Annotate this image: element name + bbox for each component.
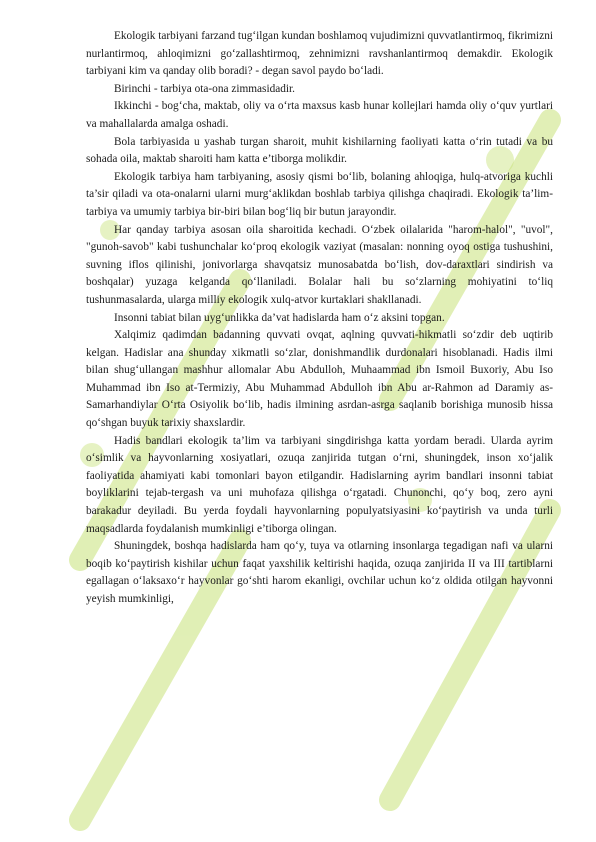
document-body	[86, 28, 553, 609]
paragraph-hadith-ecology: Hadis bandlari ekologik ta’lim va tarbiyani singdirishga katta yordam beradi. Ularda ayrim o‘simlik va hayvonlarning xosiyatlari, ozuqa zanjirida tutgan o‘rni, shuningdek, inson xo‘jalik faoliyatida ahamiyati kabi tomonlari bayon etilgandir. Hadislarning ayrim bandlari insonni tabiat boyliklarini tejab-tergash va uni muhofaza qilishga o‘rgatadi. Chunonchi, qo‘y boq, zero ayni barakadur deyiladi. Bu yerda foydali hayvonlarning populyatsiyasini ko‘paytirish va unda turli maqsadlarda foydalanish mumkinligi e’tiborga olingan.	[86, 434, 553, 535]
paragraph-animals: Shuningdek, boshqa hadislarda ham qo‘y, tuya va otlarning insonlarga tegadigan nafi va ularni boqib ko‘paytirish kishilar uchun faqat yaxshilik keltirishi haqida, ozuqa zanjirida II va III tartiblarni egallagan o‘laksaxo‘r hayvonlar go‘shti harom ekanligi, ovchilar uchun ko‘z oldida otilgan hayvonni yeyish mumkinligi,	[86, 540, 553, 605]
paragraph-family: Har qanday tarbiya asosan oila sharoitida kechadi. O‘zbek oilalarida "harom-halol", "uvol", "gunoh-savob" kabi tushunchalar ko‘proq ekologik vaziyat (masalan: nonning oyoq ostiga tushushini, suvning iflos qilinishi, jonivorlarga shavqatsiz munosabatda bo‘lish, dov-daraxtlari sindirish va boshqalar) yuzaga kelganda qo‘llaniladi. Bolalar hali bu so‘zlarning mohiyatini to‘liq tushunmasalarda, ularga milliy ekologik xulq-atvor kurtaklari shakllanadi.	[86, 223, 553, 306]
paragraph-second: Ikkinchi - bog‘cha, maktab, oliy va o‘rta maxsus kasb hunar kollejlari hamda oliy o‘quv yurtlari va mahallalarda amalga oshadi.	[86, 100, 553, 130]
paragraph-environment: Bola tarbiyasida u yashab turgan sharoit, muhit kishilarning faoliyati katta o‘rin tutadi va bu sohada oila, maktab sharoiti ham katta e’tiborga molikdir.	[86, 135, 553, 166]
paragraph-first: Birinchi - tarbiya ota-ona zimmasidadir.	[114, 82, 296, 95]
paragraph-hadith-intro: Insonni tabiat bilan uyg‘unlikka da’vat hadislarda ham o‘z aksini topgan.	[114, 311, 445, 324]
paragraph-ecological-upbringing: Ekologik tarbiya ham tarbiyaning, asosiy qismi bo‘lib, bolaning ahloqiga, hulq-atvoriga kuchli ta’sir qiladi va ota-onalarni ularni murg‘aklikdan boshlab tarbiya qilishga chaqiradi. Ekologik ta’lim-tarbiya va umumiy tarbiya bir-biri bilan bog‘liq bir butun jarayondir.	[86, 170, 553, 218]
paragraph-intro: Ekologik tarbiyani farzand tug‘ilgan kundan boshlamoq vujudimizni quvvatlantirmoq, fikrimizni nurlantirmoq, ahloqimizni go‘zallashtirmoq, zehnimizni ravshanlantirmoq demakdir. Ekologik tarbiyani kim va qanday olib boradi? - degan savol paydo bo‘ladi.	[86, 30, 553, 78]
paragraph-scholars: Xalqimiz qadimdan badanning quvvati ovqat, aqlning quvvati-hikmatli so‘zdir deb uqtirib kelgan. Hadislar ana shunday xikmatli so‘zlar, donishmandlik durdonalari hisoblanadi. Hadis ilmi bilan shug‘ullangan mashhur allomalar Abu Abdulloh, Muhaammad ibn Ismoil Buxoriy, Abu Iso Muhammad ibn Iso at-Termiziy, Abu Muhammad Abdulloh ibn Abu ar-Rahmon ad Daramiy as-Samarhandiylar O‘rta Osiyolik bo‘lib, hadis ilmining asrdan-asrga saqlanib borishiga munosib hissa qo‘shgan buyuk tarixiy shaxslardir.	[86, 329, 553, 430]
